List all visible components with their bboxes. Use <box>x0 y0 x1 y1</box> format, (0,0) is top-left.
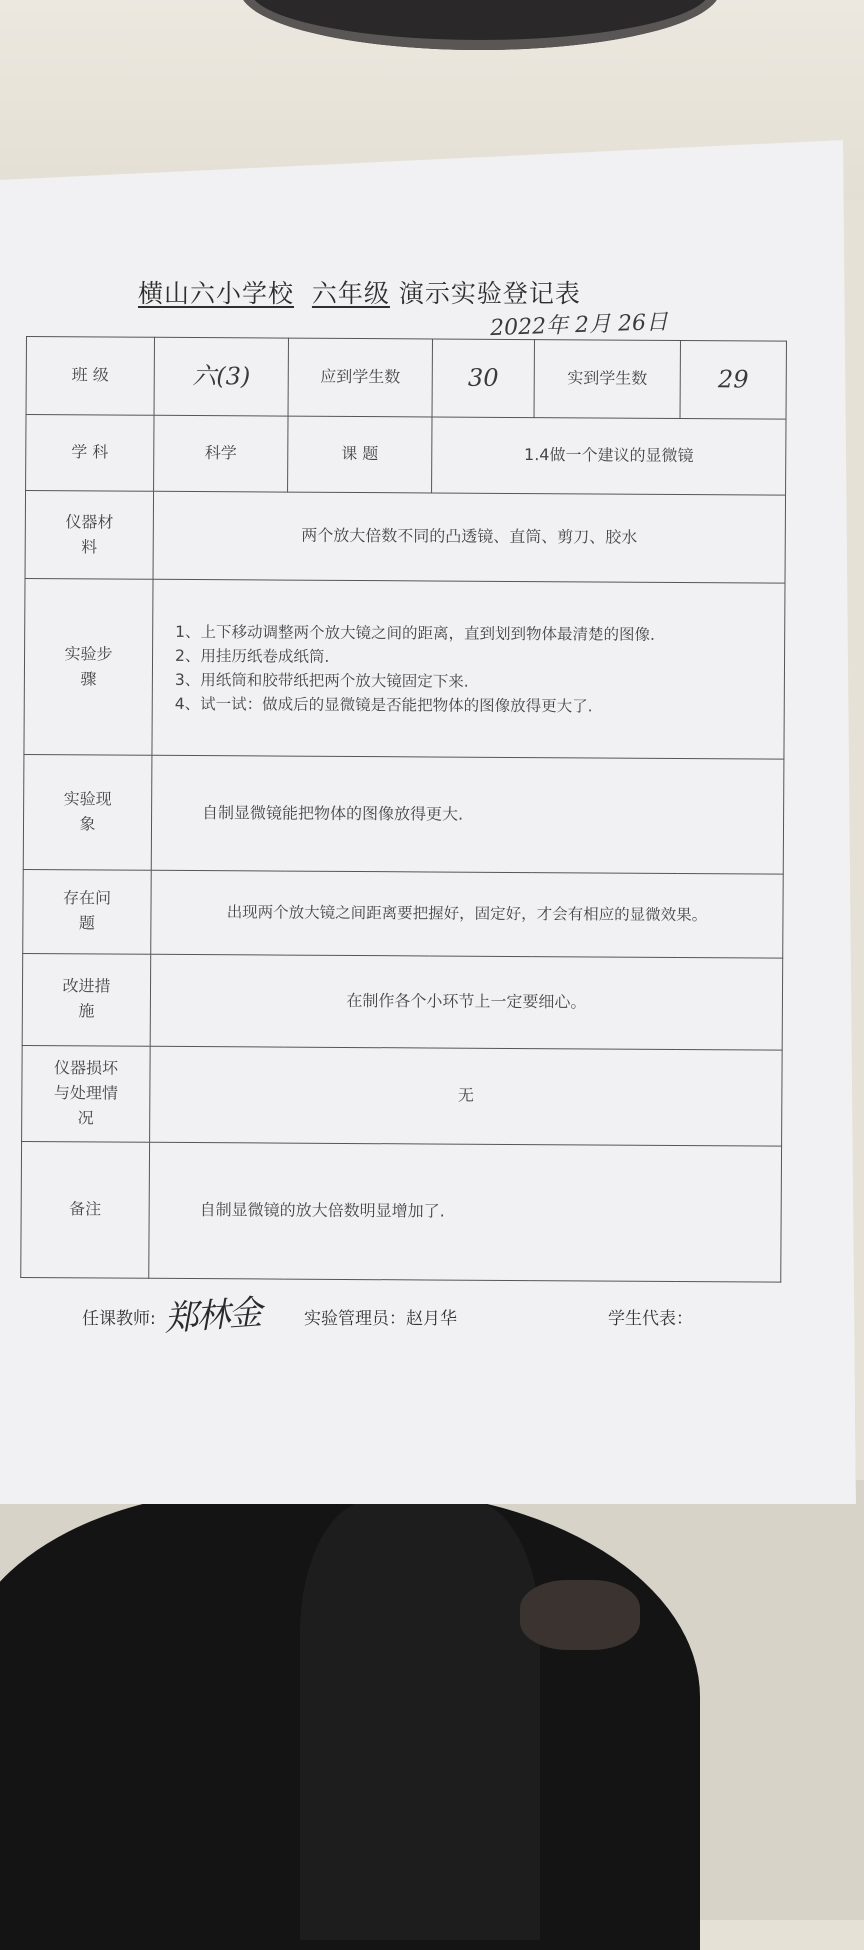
step-item: 2、用挂历纸卷成纸筒. <box>174 646 330 666</box>
table-row <box>26 415 786 496</box>
background-leg-right <box>300 1500 540 1940</box>
improve-label: 改进措施 <box>22 953 151 1046</box>
damage-value: 无 <box>150 1046 783 1146</box>
table-row <box>26 337 786 420</box>
materials-label: 仪器材料 <box>25 491 154 580</box>
problems-label: 存在问题 <box>23 869 152 954</box>
materials-value: 两个放大倍数不同的凸透镜、直筒、剪刀、胶水 <box>153 491 786 583</box>
step-item: 1、上下移动调整两个放大镜之间的距离，直到划到物体最清楚的图像. <box>175 622 656 644</box>
expected-students-value: 30 <box>432 339 534 418</box>
table-row <box>25 491 786 584</box>
phenomenon-value: 自制显微镜能把物体的图像放得更大. <box>151 756 784 874</box>
grade-name: 六年级 <box>311 279 390 308</box>
table-row <box>23 869 783 958</box>
step-item: 3、用纸筒和胶带纸把两个放大镜固定下来. <box>174 670 469 691</box>
improve-value: 在制作各个小环节上一定要细心。 <box>150 954 783 1050</box>
table-row <box>23 755 784 874</box>
topic-value: 1.4做一个建议的显微镜 <box>432 417 786 495</box>
handwritten-date: 2022年 2月 26日 <box>489 309 669 342</box>
remarks-label: 备注 <box>21 1141 150 1278</box>
class-label: 班 级 <box>26 337 154 416</box>
expected-students-label: 应到学生数 <box>288 338 432 417</box>
background-shoe <box>520 1580 640 1650</box>
student-rep-label: 学生代表： <box>608 1309 693 1329</box>
table-row <box>24 579 785 760</box>
step-item: 4、试一试：做成后的显微镜是否能把物体的图像放得更大了. <box>174 694 593 716</box>
registration-table <box>20 336 787 1283</box>
actual-students-label: 实到学生数 <box>534 340 680 419</box>
subject-value: 科学 <box>154 415 288 492</box>
subject-label: 学 科 <box>26 415 154 492</box>
lab-admin-label: 实验管理员：赵月华 <box>304 1309 457 1329</box>
topic-label: 课 题 <box>288 416 432 493</box>
steps-label: 实验步骤 <box>24 579 153 756</box>
table-row <box>22 1045 783 1146</box>
table-row <box>22 953 783 1050</box>
table-row <box>21 1141 782 1282</box>
problems-value: 出现两个放大镜之间距离要把握好，固定好，才会有相应的显微效果。 <box>151 870 784 958</box>
teacher-label: 任课教师: <box>82 1309 156 1329</box>
actual-students-value: 29 <box>680 340 786 419</box>
steps-list <box>152 580 785 760</box>
form-title <box>138 274 658 310</box>
phenomenon-label: 实验现象 <box>23 755 152 870</box>
form-title-text: 演示实验登记表 <box>398 279 581 308</box>
damage-label: 仪器损坏与处理情况 <box>22 1045 151 1142</box>
school-name: 横山六小学校 <box>138 279 295 308</box>
remarks-value: 自制显微镜的放大倍数明显增加了. <box>149 1142 782 1282</box>
teacher-signature: 郑林金 <box>162 1292 262 1340</box>
class-value: 六(3) <box>154 337 288 416</box>
